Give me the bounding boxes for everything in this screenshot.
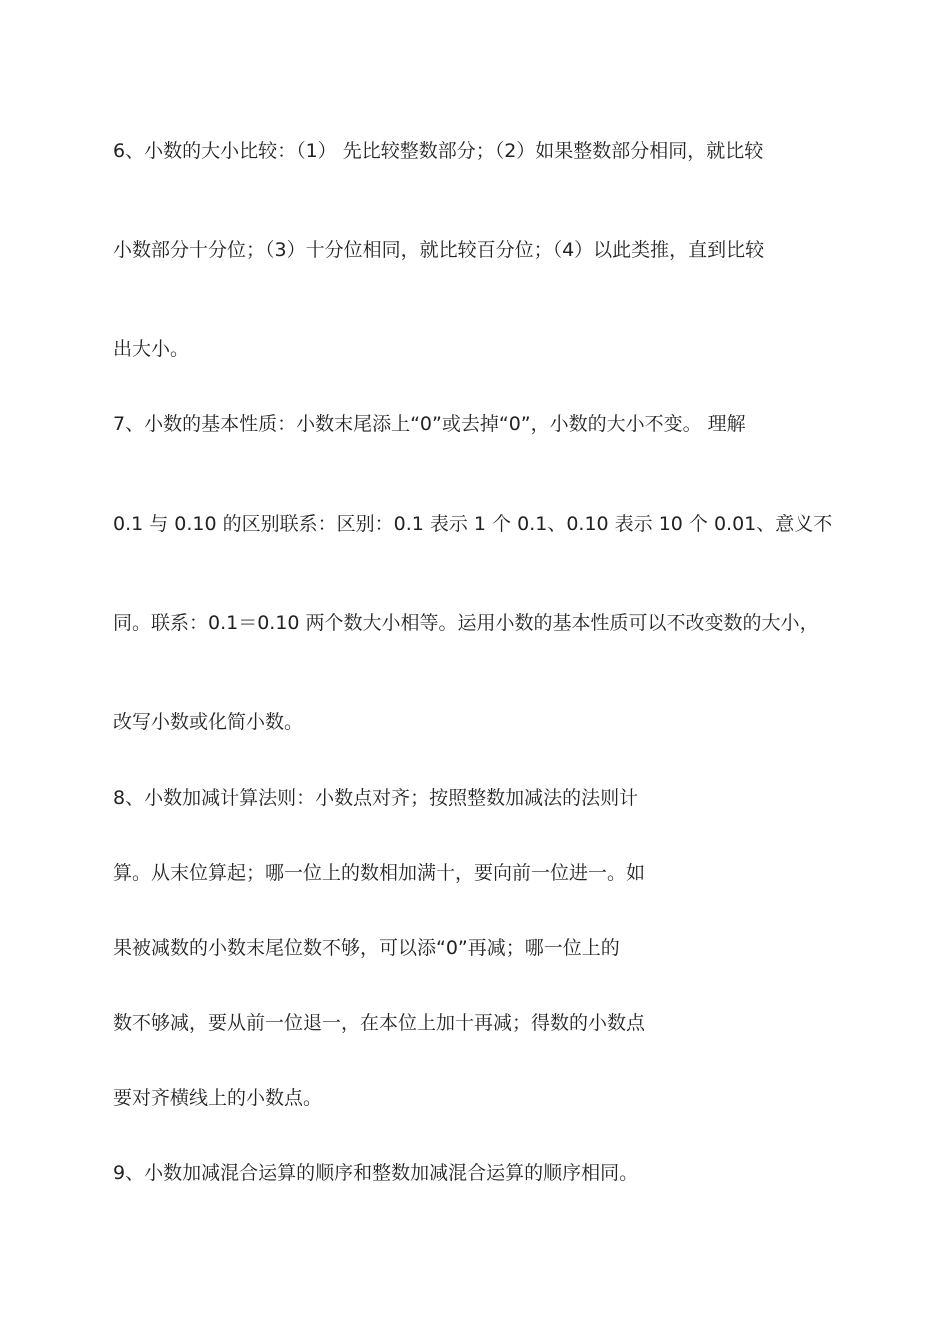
text-line-rule8-3: 果被减数的小数末尾位数不够，可以添“0”再减；哪一位上的 [113,937,620,959]
text-line-rule7-2: 0.1 与 0.10 的区别联系：区别：0.1 表示 1 个 0.1、0.10 表示 10 个 0.01、意义不 [113,513,833,535]
text-line-rule7-1: 7、小数的基本性质：小数末尾添上“0”或去掉“0”，小数的大小不变。 理解 [113,413,746,435]
text-line-rule6-2: 小数部分十分位；（3）十分位相同，就比较百分位；（4）以此类推，直到比较 [113,239,765,261]
text-line-rule8-5: 要对齐横线上的小数点。 [113,1087,323,1109]
text-line-rule9-1: 9、小数加减混合运算的顺序和整数加减混合运算的顺序相同。 [113,1162,639,1184]
text-line-rule7-3: 同。联系：0.1＝0.10 两个数大小相等。运用小数的基本性质可以不改变数的大小， [113,612,819,634]
text-line-rule6-3: 出大小。 [113,338,190,360]
text-line-rule6-1: 6、小数的大小比较：（1） 先比较整数部分；（2）如果整数部分相同，就比较 [113,140,764,162]
text-line-rule8-1: 8、小数加减计算法则：小数点对齐；按照整数加减法的法则计 [113,787,639,809]
text-line-rule8-4: 数不够减，要从前一位退一，在本位上加十再减；得数的小数点 [113,1012,646,1034]
text-line-rule8-2: 算。从末位算起；哪一位上的数相加满十，要向前一位进一。如 [113,862,646,884]
text-line-rule7-4: 改写小数或化简小数。 [113,711,304,733]
